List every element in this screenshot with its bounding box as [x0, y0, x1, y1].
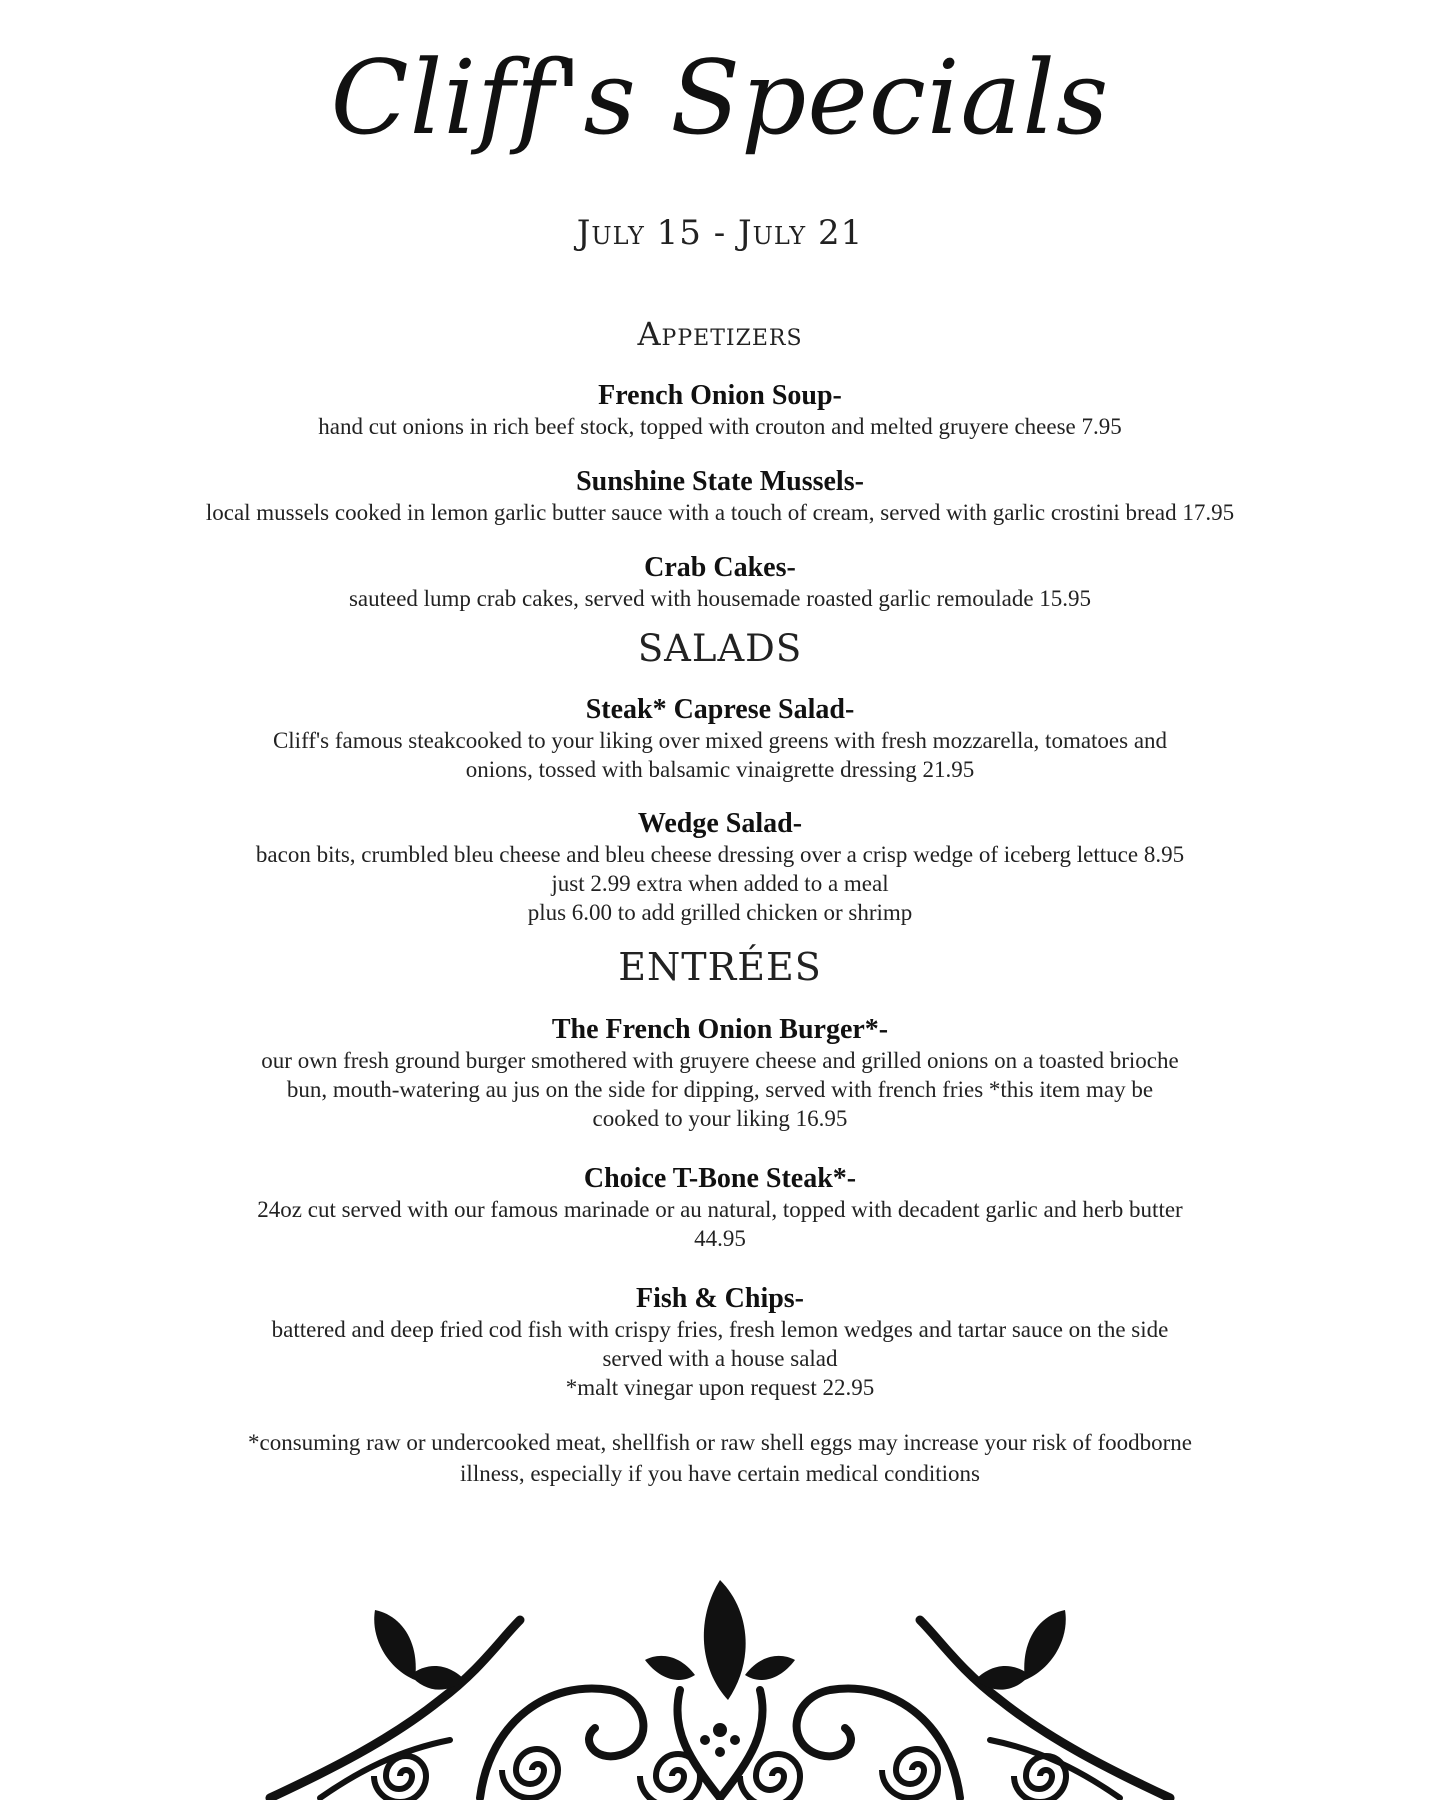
- item-description-line: *malt vinegar upon request 22.95: [565, 1375, 875, 1400]
- menu-item-french-onion-soup: [0, 380, 1440, 441]
- item-description: [0, 412, 1440, 441]
- item-description: [0, 584, 1440, 613]
- date-range: July 15 - July 21: [576, 213, 864, 253]
- item-name: Sunshine State Mussels-: [576, 466, 864, 497]
- menu-item-choice-t-bone-steak: [0, 1163, 1440, 1253]
- item-description-line: our own fresh ground burger smothered with gruyere cheese and grilled onions on a toasted brioche: [261, 1048, 1179, 1073]
- item-name: Wedge Salad-: [637, 808, 803, 839]
- item-description: [0, 498, 1440, 527]
- section-heading-appetizers: Appetizers: [637, 315, 803, 353]
- menu-item-crab-cakes: [0, 552, 1440, 613]
- disclaimer-line: illness, especially if you have certain medical conditions: [460, 1461, 980, 1486]
- item-name: The French Onion Burger*-: [551, 1014, 889, 1045]
- item-description: [0, 1046, 1440, 1133]
- item-description: [0, 1315, 1440, 1402]
- item-description-line: served with a house salad: [602, 1346, 838, 1371]
- item-description-line: sauteed lump crab cakes, served with housemade roasted garlic remoulade 15.95: [348, 586, 1092, 611]
- item-description: [0, 726, 1440, 784]
- menu-item-sunshine-state-mussels: [0, 466, 1440, 527]
- item-description-line: 24oz cut served with our famous marinade or au natural, topped with decadent garlic and herb butter: [257, 1197, 1183, 1222]
- item-description-line: plus 6.00 to add grilled chicken or shrimp: [527, 900, 913, 925]
- item-description-line: 44.95: [694, 1226, 746, 1251]
- menu-item-steak-caprese-salad: [0, 694, 1440, 784]
- disclaimer-line: *consuming raw or undercooked meat, shellfish or raw shell eggs may increase your risk of foodborne: [247, 1430, 1192, 1455]
- item-name: Steak* Caprese Salad-: [585, 694, 855, 725]
- floral-scroll-ornament-icon: [250, 1580, 1190, 1800]
- section-heading-entrees: ENTRÉES: [618, 945, 822, 989]
- item-description-line: just 2.99 extra when added to a meal: [551, 871, 889, 896]
- item-description-line: cooked to your liking 16.95: [592, 1106, 848, 1131]
- item-description-line: bun, mouth-watering au jus on the side for dipping, served with french fries *this item may be: [286, 1077, 1154, 1102]
- item-name: French Onion Soup-: [598, 380, 842, 411]
- item-description-line: bacon bits, crumbled bleu cheese and bleu cheese dressing over a crisp wedge of iceberg lettuce 8.95: [255, 842, 1185, 867]
- page-title: Cliff's Specials: [330, 39, 1110, 158]
- item-description-line: battered and deep fried cod fish with crispy fries, fresh lemon wedges and tartar sauce on the side: [271, 1317, 1169, 1342]
- item-description: [0, 1195, 1440, 1253]
- item-name: Fish & Chips-: [635, 1283, 805, 1314]
- section-heading-salads: SALADS: [637, 627, 803, 670]
- item-description-line: hand cut onions in rich beef stock, topped with crouton and melted gruyere cheese 7.95: [318, 414, 1122, 439]
- item-description: [0, 840, 1440, 927]
- menu-item-fish-and-chips: [0, 1283, 1440, 1402]
- menu-item-wedge-salad: [0, 808, 1440, 927]
- food-safety-disclaimer: [0, 1427, 1440, 1489]
- item-name: Crab Cakes-: [644, 552, 796, 583]
- item-description-line: onions, tossed with balsamic vinaigrette dressing 21.95: [465, 757, 975, 782]
- item-description-line: local mussels cooked in lemon garlic butter sauce with a touch of cream, served with garlic crostini bread 17.95: [205, 500, 1235, 525]
- item-description-line: Cliff's famous steakcooked to your liking over mixed greens with fresh mozzarella, tomatoes and: [272, 728, 1168, 753]
- menu-item-french-onion-burger: [0, 1014, 1440, 1133]
- item-name: Choice T-Bone Steak*-: [583, 1163, 857, 1194]
